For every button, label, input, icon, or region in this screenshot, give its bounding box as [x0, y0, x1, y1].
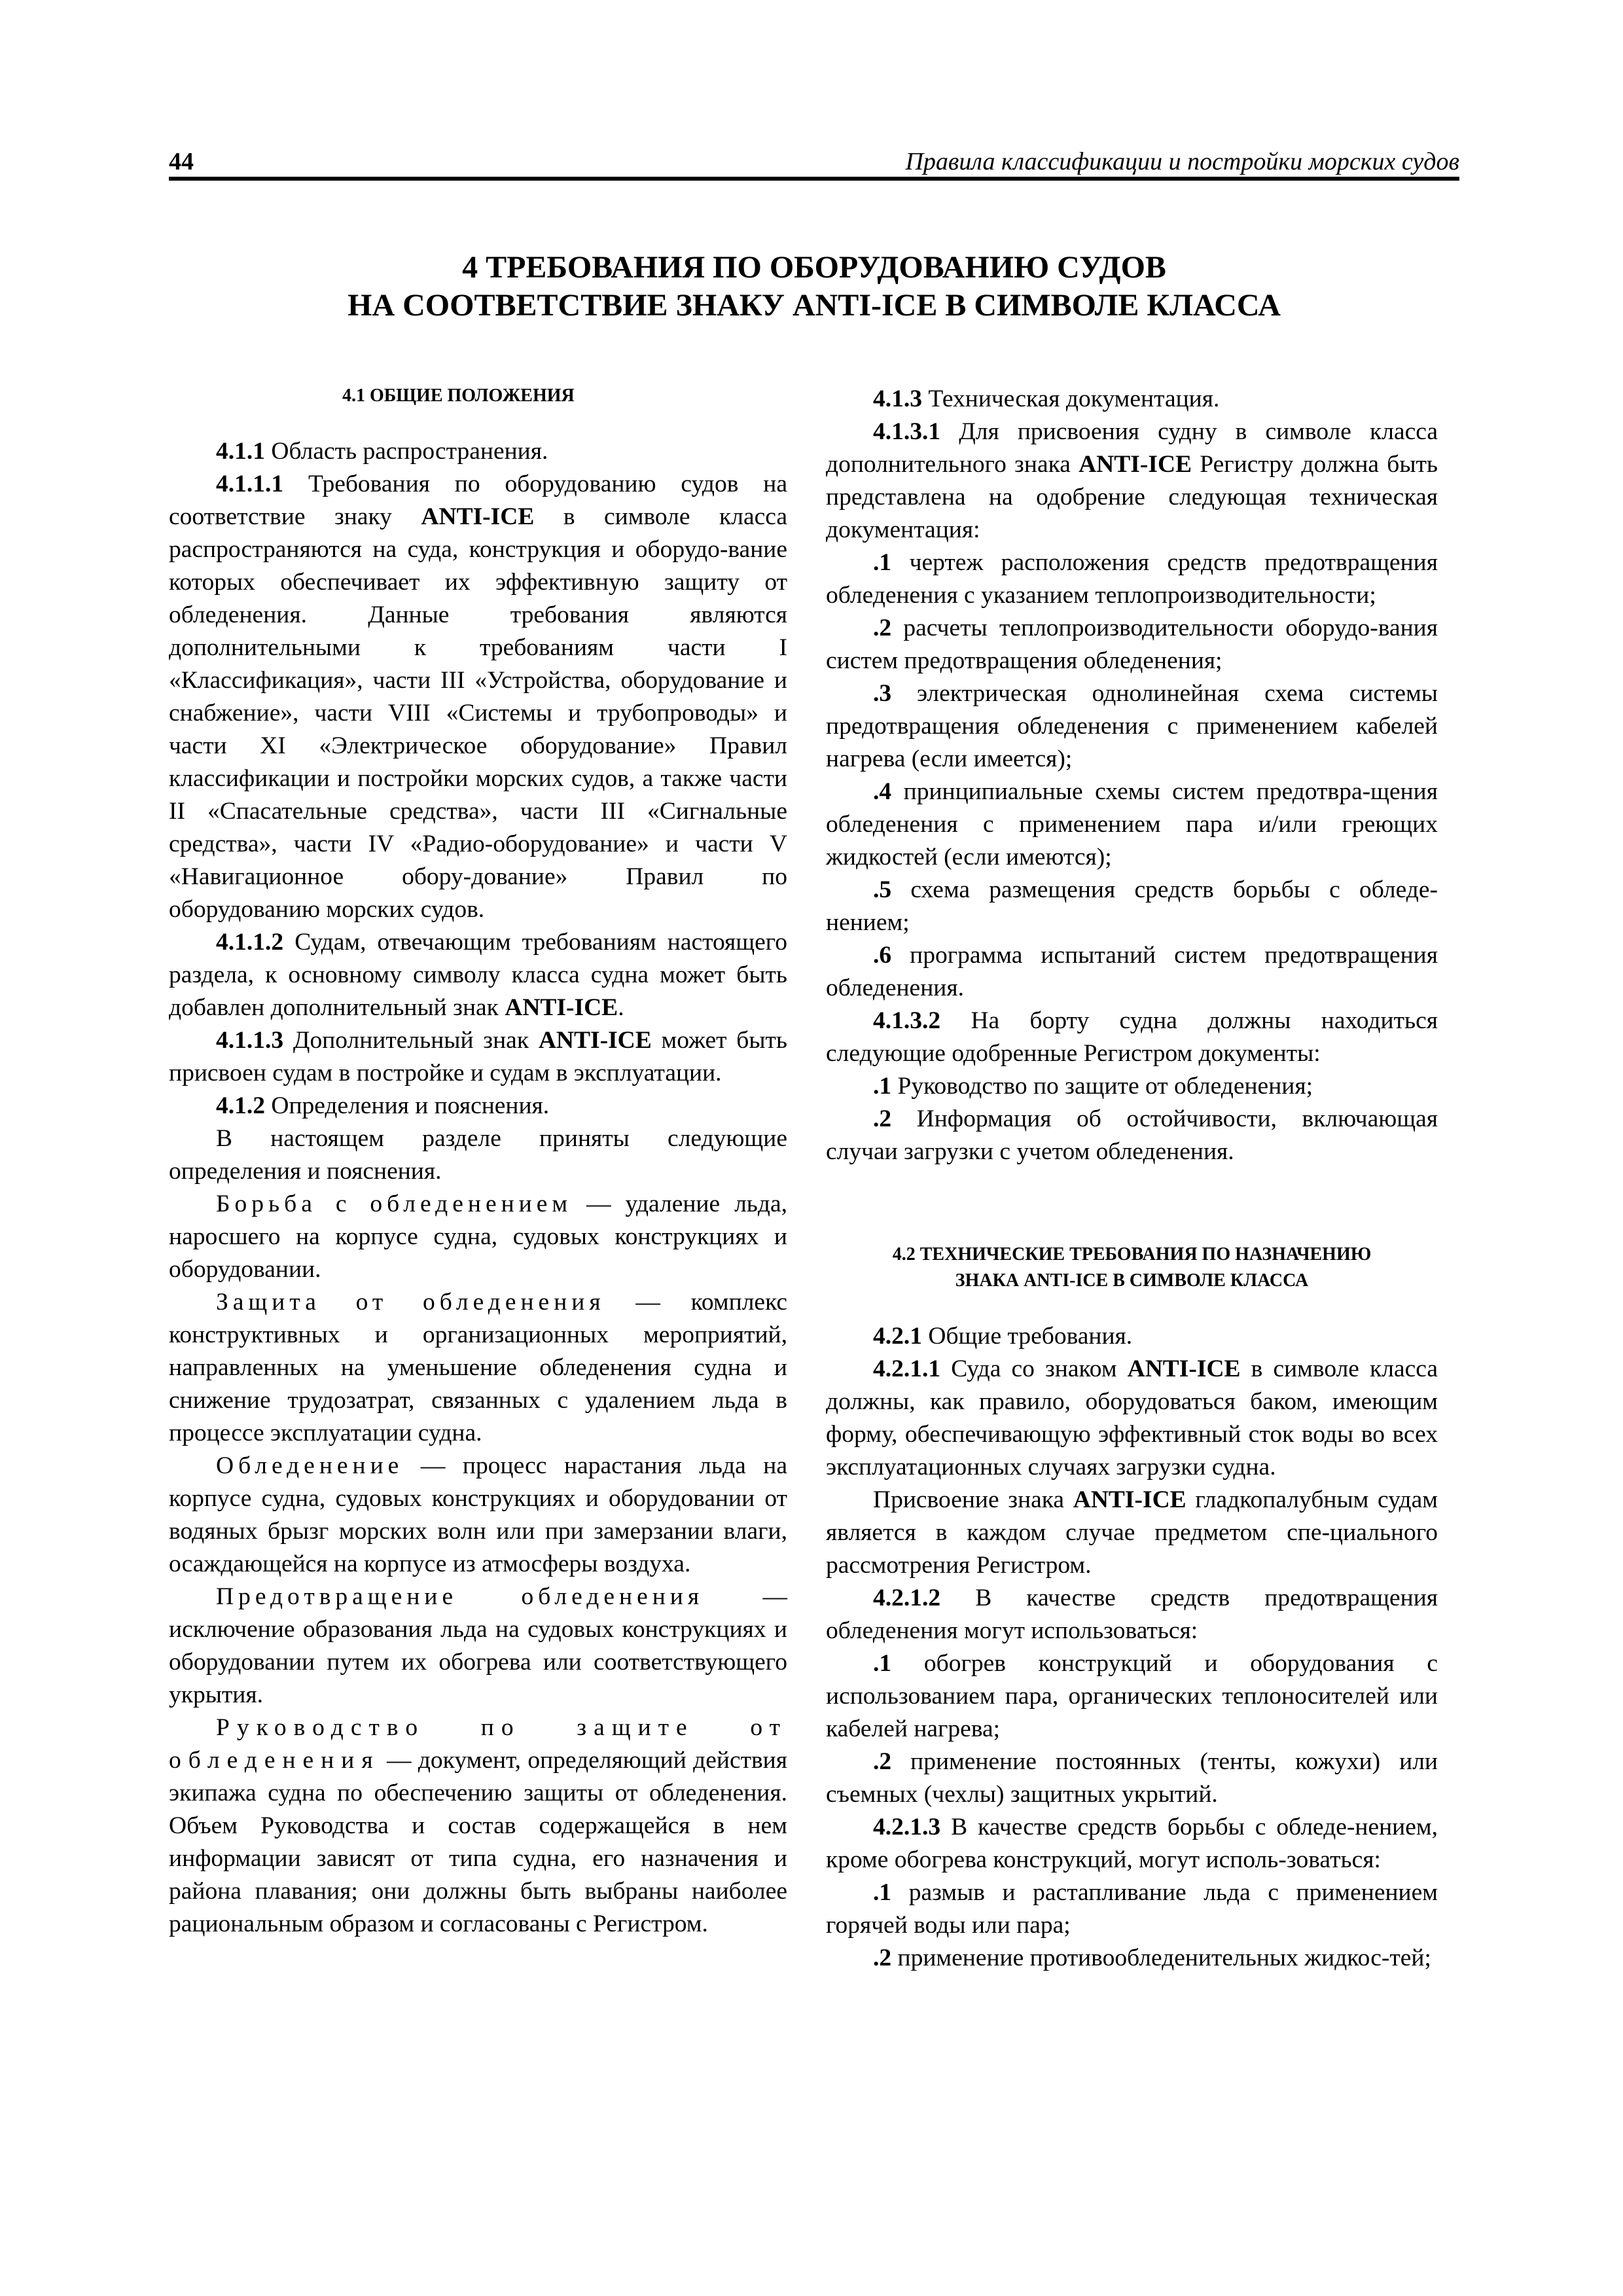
para-4-1-1-2: [169, 926, 787, 1024]
item-number: .2: [873, 615, 892, 641]
definition-term: Обледенение: [216, 1452, 404, 1479]
para-4-1-1-3: [169, 1024, 787, 1090]
item-text: программа испытаний систем предотвращения обледенения.: [826, 942, 1438, 1001]
para-4-1-1-1: [169, 468, 787, 926]
item-text: применение постоянных (тенты, кожухи) или съемных (чехлы) защитных укрытий.: [826, 1748, 1438, 1808]
para-text: Суда со знаком: [951, 1355, 1117, 1382]
para-number: 4.1.1: [216, 438, 265, 465]
header-rule: [169, 177, 1459, 181]
para-text: может быть присвоен судам в постройке и судам в эксплуатации.: [169, 1027, 788, 1086]
para-text: Регистру должна быть представлена на одобрение следующая техническая документация:: [826, 451, 1438, 543]
right-column: [826, 383, 1438, 1975]
onboard-item: [826, 1103, 1438, 1168]
doc-item: [826, 547, 1438, 612]
item-number: .1: [873, 549, 892, 576]
item-text: расчеты теплопроизводительности оборудо-вания систем предотвращения обледенения;: [826, 615, 1438, 674]
definition-text: — удаление льда, наросшего на корпусе судна, судовых конструкциях и оборудовании.: [169, 1191, 788, 1283]
para-4-2-1-2: [826, 1582, 1438, 1647]
section-4-2-heading-line-2: ЗНАКА ANTI-ICE В СИМВОЛЕ КЛАССА: [955, 1270, 1309, 1291]
item-text: обогрев конструкций и оборудования с использованием пара, органических теплоносителей или кабелей нагрева;: [826, 1650, 1438, 1742]
para-number: 4.2.1: [873, 1323, 922, 1350]
para-text: Требования по оборудованию судов на соответствие знаку: [169, 471, 788, 530]
item-number: .5: [873, 876, 892, 903]
item-text: применение противообледенительных жидкос-тей;: [897, 1945, 1431, 1971]
para-4-2-1-1: [826, 1353, 1438, 1484]
para-text: Судам, отвечающим требованиям настоящего раздела, к основному символу класса судна может быть добавлен дополнительный знак: [169, 929, 787, 1021]
running-title: Правила классификации и постройки морских судов: [905, 148, 1459, 175]
doc-item: [826, 677, 1438, 776]
para-text: .: [618, 994, 624, 1021]
para-number: 4.1.1.1: [216, 471, 284, 497]
para-text: Область распространения.: [271, 438, 548, 465]
item-text: Информация об остойчивости, включающая случаи загрузки с учетом обледенения.: [826, 1105, 1438, 1165]
class-mark: ANTI-ICE: [1079, 451, 1192, 478]
para-4-1-2-intro: В настоящем разделе приняты следующие определения и пояснения.: [169, 1125, 787, 1185]
definition-text: — процесс нарастания льда на корпусе судна, судовых конструкциях и оборудовании от водяных брызг морских волн или при замерзании влаги, осаждающейся на корпусе из атмосферы воздуха.: [169, 1452, 787, 1577]
item-number: .2: [873, 1105, 892, 1132]
para-text: Общие требования.: [928, 1323, 1133, 1350]
item-text: принципиальные схемы систем предотвра-щения обледенения с применением пара и/или греющих жидкостей (если имеются);: [826, 778, 1438, 870]
para-text: гладкопалубным судам является в каждом случае предметом спе-циального рассмотрения Регистром.: [826, 1486, 1438, 1579]
para-text: Для присвоения судну в символе класса дополнительного знака: [826, 418, 1438, 478]
prevent-item: [826, 1746, 1438, 1811]
class-mark: ANTI-ICE: [538, 1027, 652, 1054]
item-text: схема размещения средств борьбы с обледе-нением;: [826, 876, 1438, 936]
para-4-1-2: [169, 1090, 787, 1122]
chapter-title: [169, 249, 1459, 325]
section-4-2-heading-line-1: 4.2 ТЕХНИЧЕСКИЕ ТРЕБОВАНИЯ ПО НАЗНАЧЕНИЮ: [892, 1244, 1372, 1265]
item-number: .1: [873, 1073, 892, 1100]
section-4-1-heading: 4.1 ОБЩИЕ ПОЛОЖЕНИЯ: [342, 386, 575, 406]
class-mark: ANTI-ICE: [421, 503, 535, 530]
para-text: Присвоение знака: [873, 1486, 1065, 1513]
combat-item: [826, 1942, 1438, 1975]
para-4-1-3: [826, 383, 1438, 416]
definition-ice-manual: [169, 1712, 787, 1941]
para-text: В качестве средств предотвращения обледенения могут использоваться:: [826, 1585, 1438, 1644]
definition-text: — исключение образования льда на судовых конструкциях и оборудовании путем их обогрева или соответствующего укрытия.: [169, 1583, 787, 1708]
para-flush-deck: [826, 1484, 1438, 1582]
left-column: [169, 383, 787, 1941]
doc-item: [826, 874, 1438, 939]
para-text: Техническая документация.: [928, 386, 1220, 412]
definition-term: Руководство по защите от обледенения: [169, 1714, 787, 1774]
para-text: На борту судна должны находиться следующие одобренные Регистром документы:: [826, 1007, 1438, 1067]
item-number: .2: [873, 1945, 892, 1971]
item-number: .2: [873, 1748, 892, 1775]
para-number: 4.2.1.3: [873, 1814, 941, 1840]
chapter-title-line-1: 4 ТРЕБОВАНИЯ ПО ОБОРУДОВАНИЮ СУДОВ: [462, 250, 1166, 285]
para-4-1-1: [169, 435, 787, 468]
para-text: в символе класса распространяются на суда, конструкция и оборудо-вание которых обеспечивает их эффективную защиту от обледенения. Данные требования являются дополнительными к требованиям части I «Классификация», части III «Устройства, оборудование и снабжение», части VIII «Системы и трубопроводы» и части XI «Электрическое оборудование» Правил классификации и постройки морских судов, а также части II «Спасательные средства», части III «Сигнальные средства», части IV «Радио-оборудование» и части V «Навигационное обору-дование» Правил по оборудованию морских судов.: [169, 503, 787, 923]
item-number: .6: [873, 942, 892, 969]
definition-text: — комплекс конструктивных и организационных мероприятий, направленных на уменьшение обледенения судна и снижение трудозатрат, связанных с удалением льда в процессе эксплуатации судна.: [169, 1289, 788, 1446]
definition-ice-prevention: [169, 1581, 787, 1712]
para-4-2-1-3: [826, 1811, 1438, 1876]
doc-item: [826, 939, 1438, 1005]
class-mark: ANTI-ICE: [505, 994, 618, 1021]
para-text: в символе класса должны, как правило, оборудоваться баком, имеющим форму, обеспечивающую эффективный сток воды во всех эксплуатационных случаях загрузки судна.: [826, 1355, 1438, 1480]
item-text: Руководство по защите от обледенения;: [897, 1073, 1313, 1100]
definition-deicing: [169, 1188, 787, 1286]
definition-term: Борьба с обледенением: [216, 1191, 573, 1217]
item-text: электрическая однолинейная схема системы предотвращения обледенения с применением кабелей нагрева (если имеется);: [826, 680, 1438, 772]
para-number: 4.1.1.2: [216, 929, 284, 956]
item-text: размыв и растапливание льда с применением горячей воды или пара;: [826, 1879, 1438, 1939]
para-text: В качестве средств борьбы с обледе-нением, кроме обогрева конструкций, могут исполь-зоваться:: [826, 1814, 1438, 1873]
definition-term: Защита от обледенения: [216, 1289, 605, 1316]
item-number: .4: [873, 778, 892, 805]
combat-item: [826, 1876, 1438, 1942]
prevent-item: [826, 1647, 1438, 1746]
chapter-title-line-2: НА СООТВЕТСТВИЕ ЗНАКУ ANTI-ICE В СИМВОЛЕ КЛАССА: [348, 288, 1281, 323]
para-number: 4.1.3.2: [873, 1007, 941, 1034]
definition-icing: [169, 1450, 787, 1581]
para-4-1-3-2: [826, 1005, 1438, 1070]
item-number: .3: [873, 680, 892, 707]
para-number: 4.2.1.1: [873, 1355, 941, 1382]
para-number: 4.1.3: [873, 386, 922, 412]
definition-term: Предотвращение обледенения: [216, 1583, 704, 1610]
para-number: 4.1.3.1: [873, 418, 941, 445]
para-number: 4.1.2: [216, 1092, 265, 1119]
page-number: 44: [169, 148, 194, 175]
doc-item: [826, 612, 1438, 677]
definition-ice-protection: [169, 1286, 787, 1450]
para-number: 4.2.1.2: [873, 1585, 941, 1611]
para-number: 4.1.1.3: [216, 1027, 284, 1054]
item-number: .1: [873, 1650, 892, 1677]
para-text: Определения и пояснения.: [271, 1092, 550, 1119]
doc-item: [826, 776, 1438, 874]
para-4-2-1: [826, 1320, 1438, 1353]
class-mark: ANTI-ICE: [1127, 1355, 1241, 1382]
item-text: чертеж расположения средств предотвращения обледенения с указанием теплопроизводительности;: [826, 549, 1438, 609]
para-4-1-3-1: [826, 416, 1438, 547]
item-number: .1: [873, 1879, 892, 1906]
class-mark: ANTI-ICE: [1073, 1486, 1186, 1513]
para-text: Дополнительный знак: [293, 1027, 529, 1054]
definition-text: — документ, определяющий действия экипажа судна по обеспечению защиты от обледенения. Объем Руководства и состав содержащейся в нем информации зависят от типа судна, его назначения и района плавания; они должны быть выбраны наиболее рациональным образом и согласованы с Регистром.: [169, 1747, 787, 1937]
onboard-item: [826, 1070, 1438, 1103]
